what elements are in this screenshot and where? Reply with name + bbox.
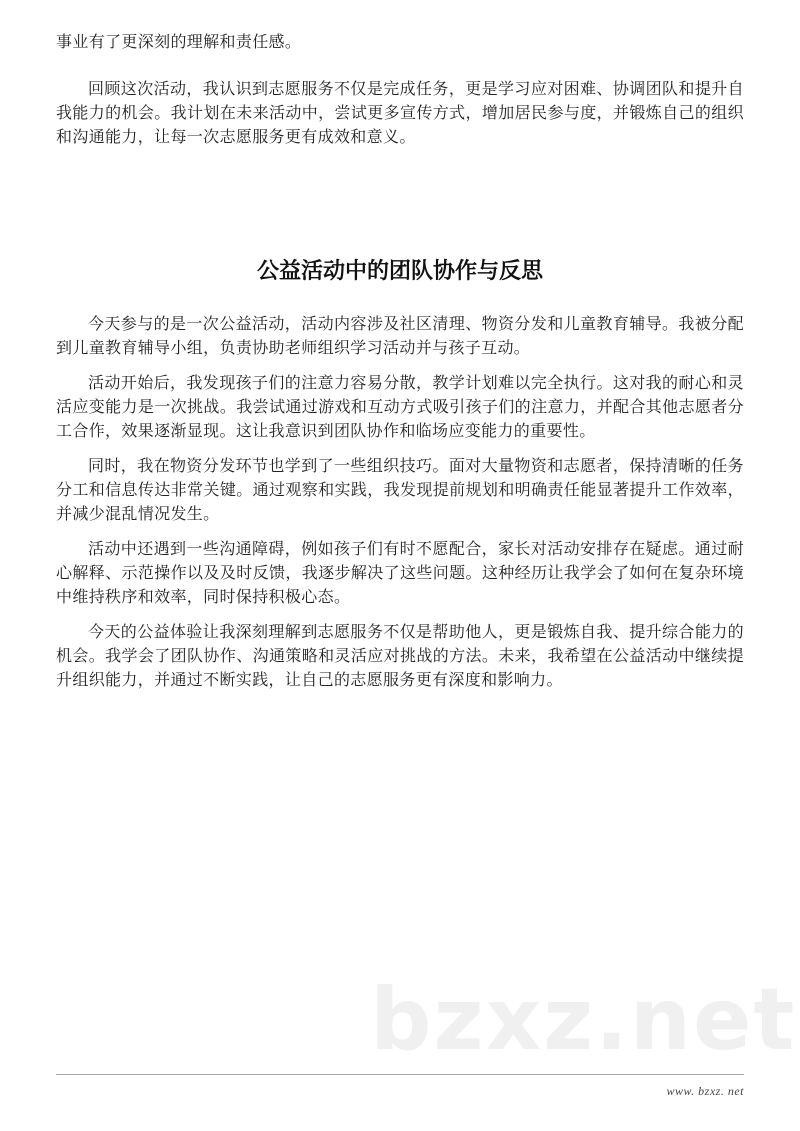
- paragraph: 活动开始后，我发现孩子们的注意力容易分散，教学计划难以完全执行。这对我的耐心和灵活应变能力是一次挑战。我尝试通过游戏和互动方式吸引孩子们的注意力，并配合其他志愿者分工合作，效果逐渐显现。这让我意识到团队协作和临场应变能力的重要性。: [56, 373, 744, 440]
- footer-divider: [56, 1074, 744, 1075]
- continuation-text: 事业有了更深刻的理解和责任感。: [56, 32, 302, 51]
- section-title: 公益活动中的团队协作与反思: [256, 258, 543, 284]
- paragraph: 今天的公益体验让我深刻理解到志愿服务不仅是帮助他人，更是锻炼自我、提升综合能力的机会。我学会了团队协作、沟通策略和灵活应对挑战的方法。未来，我希望在公益活动中继续提升组织能力，并通过不断实践，让自己的志愿服务更有深度和影响力。: [56, 622, 744, 689]
- paragraph: 活动中还遇到一些沟通障碍，例如孩子们有时不愿配合，家长对活动安排存在疑虑。通过耐心解释、示范操作以及及时反馈，我逐步解决了这些问题。这种经历让我学会了如何在复杂环境中维持秩序和效率，同时保持积极心态。: [56, 539, 744, 606]
- paragraph: 今天参与的是一次公益活动，活动内容涉及社区清理、物资分发和儿童教育辅导。我被分配到儿童教育辅导小组，负责协助老师组织学习活动并与孩子互动。: [56, 314, 744, 357]
- paragraph: 回顾这次活动，我认识到志愿服务不仅是完成任务，更是学习应对困难、协调团队和提升自我能力的机会。我计划在未来活动中，尝试更多宣传方式，增加居民参与度，并锻炼自己的组织和沟通能力，让每一次志愿服务更有成效和意义。: [56, 79, 744, 146]
- watermark: bzxz.net: [370, 970, 797, 1070]
- paragraph: 同时，我在物资分发环节也学到了一些组织技巧。面对大量物资和志愿者，保持清晰的任务分工和信息传达非常关键。通过观察和实践，我发现提前规划和明确责任能显著提升工作效率，并减少混乱情况发生。: [56, 456, 744, 523]
- footer-url: www. bzxz. net: [666, 1084, 744, 1098]
- section-body: [56, 312, 744, 703]
